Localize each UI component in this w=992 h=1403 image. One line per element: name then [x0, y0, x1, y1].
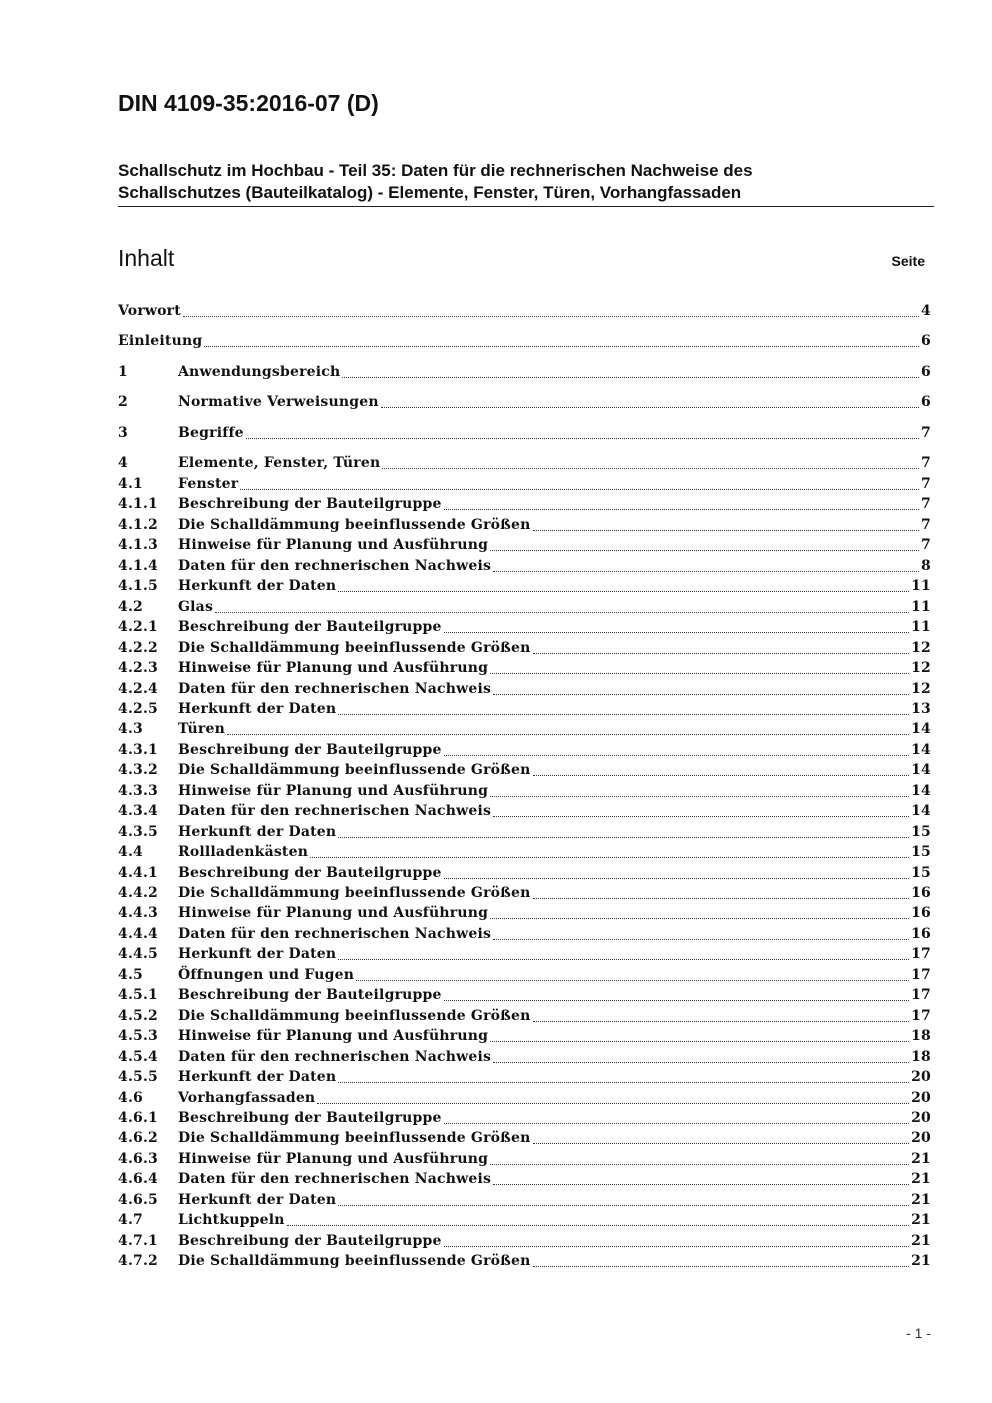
toc-entry-page: 21 — [911, 1171, 931, 1188]
toc-dot-leader — [444, 741, 910, 756]
toc-dot-leader — [183, 302, 919, 317]
toc-entry-page: 6 — [921, 333, 931, 349]
toc-entry-number: 4.6.5 — [118, 1191, 158, 1208]
toc-entry-page: 12 — [911, 639, 931, 656]
toc-entry-number: 4.2.2 — [118, 639, 158, 656]
toc-entry-page: 16 — [911, 905, 931, 922]
toc-entry-title: Hinweise für Planung und Ausführung — [178, 905, 489, 922]
toc-entry-title: Daten für den rechnerischen Nachweis — [178, 557, 492, 574]
toc-entry-number: 4.2.5 — [118, 700, 158, 717]
toc-entry-number: 4.7.1 — [118, 1232, 158, 1249]
toc-entry-title: Die Schalldämmung beeinflussende Größen — [178, 1130, 531, 1147]
toc-entry-page: 6 — [921, 394, 931, 410]
toc-entry[interactable] — [118, 925, 931, 944]
toc-entry-title: Normative Verweisungen — [178, 394, 379, 410]
toc-dot-leader — [533, 516, 920, 531]
toc-dot-leader — [444, 618, 910, 633]
toc-entry-page: 7 — [921, 455, 931, 471]
toc-dot-leader — [493, 1048, 909, 1063]
toc-entry[interactable] — [118, 741, 931, 760]
toc-dot-leader — [240, 475, 919, 490]
toc-entry-title: Hinweise für Planung und Ausführung — [178, 660, 489, 677]
toc-entry-number: 4.5.2 — [118, 1007, 158, 1024]
toc-entry-title: Hinweise für Planung und Ausführung — [178, 1028, 489, 1045]
toc-entry-number: 2 — [118, 394, 128, 410]
toc-entry-number: 4.2.4 — [118, 680, 158, 697]
toc-entry-number: 4.5.5 — [118, 1069, 158, 1086]
toc-entry[interactable] — [118, 1150, 931, 1169]
toc-entry-number: 4.6 — [118, 1089, 143, 1106]
toc-entry[interactable] — [118, 1170, 931, 1189]
toc-dot-leader — [490, 536, 919, 551]
toc-entry-number: 4.3 — [118, 721, 143, 738]
toc-dot-leader — [338, 577, 909, 592]
toc-dot-leader — [381, 393, 919, 408]
toc-entry-page: 17 — [911, 966, 931, 983]
toc-dot-leader — [533, 1007, 910, 1022]
toc-entry-page: 12 — [911, 680, 931, 697]
subtitle-line-1: Schallschutz im Hochbau - Teil 35: Daten für die rechnerischen Nachweise des — [118, 161, 753, 180]
toc-entry[interactable] — [118, 475, 931, 494]
toc-entry-title: Daten für den rechnerischen Nachweis — [178, 1171, 492, 1188]
toc-entry-number: 4.5 — [118, 966, 143, 983]
toc-entry[interactable] — [118, 1232, 931, 1251]
toc-entry-title: Herkunft der Daten — [178, 946, 337, 963]
toc-dot-leader — [493, 802, 909, 817]
toc-entry-number: 4.3.4 — [118, 803, 158, 820]
toc-dot-leader — [444, 495, 919, 510]
toc-entry-number: 4.6.2 — [118, 1130, 158, 1147]
toc-entry-number: 4.3.1 — [118, 741, 158, 758]
toc-dot-leader — [317, 1089, 909, 1104]
toc-entry-title: Öffnungen und Fugen — [178, 966, 355, 983]
toc-entry[interactable] — [118, 536, 931, 555]
toc-entry-title: Die Schalldämmung beeinflussende Größen — [178, 1253, 531, 1270]
toc-entry[interactable] — [118, 557, 931, 576]
toc-entry-title: Beschreibung der Bauteilgruppe — [178, 741, 442, 758]
toc-entry-title: Elemente, Fenster, Türen — [178, 455, 381, 471]
toc-entry-title: Hinweise für Planung und Ausführung — [178, 1150, 489, 1167]
toc-entry[interactable] — [118, 720, 931, 739]
toc-dot-leader — [338, 945, 909, 960]
toc-entry[interactable] — [118, 782, 931, 801]
toc-entry-number: 4.4.5 — [118, 946, 158, 963]
toc-dot-leader — [533, 639, 910, 654]
toc-entry[interactable] — [118, 843, 931, 862]
toc-entry-title: Rollladenkästen — [178, 844, 309, 861]
toc-entry-title: Die Schalldämmung beeinflussende Größen — [178, 762, 531, 779]
document-title: DIN 4109-35:2016-07 (D) — [118, 90, 379, 116]
toc-entry-title: Die Schalldämmung beeinflussende Größen — [178, 885, 531, 901]
toc-entry-title: Einleitung — [118, 333, 203, 349]
toc-entry-title: Begriffe — [178, 425, 244, 441]
toc-entry-number: 4.3.2 — [118, 762, 158, 779]
toc-entry-page: 20 — [911, 1089, 931, 1106]
toc-entry[interactable] — [118, 1109, 931, 1128]
toc-entry-page: 21 — [911, 1191, 931, 1208]
toc-entry-page: 6 — [921, 364, 931, 380]
toc-entry[interactable] — [118, 577, 931, 596]
toc-entry-page: 17 — [911, 946, 931, 963]
toc-entry-page: 14 — [911, 721, 931, 738]
toc-entry[interactable] — [118, 1129, 931, 1148]
toc-entry-number: 4.6.4 — [118, 1171, 158, 1188]
toc-entry-number: 4.7.2 — [118, 1253, 158, 1270]
toc-entry[interactable] — [118, 1211, 931, 1230]
toc-dot-leader — [533, 1252, 910, 1267]
toc-entry[interactable] — [118, 700, 931, 719]
toc-page-column-label: Seite — [891, 253, 925, 269]
toc-entry[interactable] — [118, 1068, 931, 1087]
toc-entry[interactable] — [118, 1027, 931, 1046]
toc-entry-title: Beschreibung der Bauteilgruppe — [178, 987, 442, 1004]
toc-dot-leader — [310, 843, 909, 858]
toc-entry-title: Die Schalldämmung beeinflussende Größen — [178, 639, 531, 656]
toc-entry-page: 15 — [911, 844, 931, 861]
toc-entry-number: 4.2.3 — [118, 660, 158, 677]
toc-entry-title: Hinweise für Planung und Ausführung — [178, 537, 489, 554]
toc-dot-leader — [338, 823, 909, 838]
toc-entry[interactable] — [118, 904, 931, 923]
toc-dot-leader — [533, 1129, 910, 1144]
toc-dot-leader — [533, 761, 910, 776]
toc-entry-title: Herkunft der Daten — [178, 1191, 337, 1208]
toc-entry-number: 4.5.3 — [118, 1028, 158, 1045]
toc-entry-number: 4.1 — [118, 476, 143, 492]
toc-entry-page: 15 — [911, 823, 931, 840]
toc-entry-number: 4.4.3 — [118, 905, 158, 922]
toc-entry[interactable] — [118, 598, 931, 617]
toc-entry-page: 7 — [921, 425, 931, 441]
toc-entry[interactable] — [118, 1089, 931, 1108]
toc-entry[interactable] — [118, 761, 931, 780]
toc-entry-title: Herkunft der Daten — [178, 578, 337, 595]
toc-entry-title: Anwendungsbereich — [178, 364, 341, 380]
toc-entry[interactable] — [118, 363, 931, 382]
toc-entry-page: 11 — [911, 598, 931, 615]
toc-entry-number: 4.4 — [118, 844, 143, 861]
toc-dot-leader — [490, 782, 909, 797]
toc-entry-page: 20 — [911, 1130, 931, 1147]
toc-dot-leader — [338, 1068, 909, 1083]
subtitle-rule — [118, 206, 934, 207]
toc-entry[interactable] — [118, 884, 931, 903]
toc-entry-number: 4.6.3 — [118, 1150, 158, 1167]
footer-page-number: - 1 - — [906, 1325, 931, 1341]
toc-entry-page: 7 — [921, 516, 931, 533]
toc-entry-page: 11 — [911, 578, 931, 595]
toc-entry[interactable] — [118, 823, 931, 842]
toc-dot-leader — [493, 680, 909, 695]
toc-entry[interactable] — [118, 659, 931, 678]
toc-entry-number: 4.1.3 — [118, 537, 158, 554]
toc-dot-leader — [444, 1109, 910, 1124]
toc-entry[interactable] — [118, 424, 931, 443]
toc-entry[interactable] — [118, 1252, 931, 1271]
toc-entry-number: 4.7 — [118, 1212, 143, 1229]
toc-dot-leader — [490, 1150, 909, 1165]
toc-entry-page: 12 — [911, 660, 931, 677]
toc-entry-number: 4.4.2 — [118, 885, 158, 901]
toc-dot-leader — [493, 925, 909, 940]
toc-entry-page: 16 — [911, 885, 931, 901]
toc-dot-leader — [215, 598, 909, 613]
toc-entry-page: 21 — [911, 1212, 931, 1229]
toc-entry-page: 15 — [911, 864, 931, 881]
toc-entry-number: 4.1.5 — [118, 578, 158, 595]
toc-entry-page: 11 — [911, 619, 931, 636]
toc-entry[interactable] — [118, 393, 931, 412]
toc-entry[interactable] — [118, 516, 931, 535]
toc-entry-page: 14 — [911, 762, 931, 779]
toc-entry-title: Beschreibung der Bauteilgruppe — [178, 1232, 442, 1249]
toc-dot-leader — [356, 966, 909, 981]
toc-entry[interactable] — [118, 454, 931, 473]
toc-entry-page: 17 — [911, 1007, 931, 1024]
toc-dot-leader — [338, 700, 909, 715]
toc-entry-title: Daten für den rechnerischen Nachweis — [178, 925, 492, 942]
toc-entry-page: 7 — [921, 476, 931, 492]
toc-dot-leader — [382, 454, 919, 469]
toc-entry-number: 4.3.3 — [118, 782, 158, 799]
toc-entry-number: 4.5.4 — [118, 1048, 158, 1065]
toc-entry-page: 14 — [911, 741, 931, 758]
toc-entry-title: Daten für den rechnerischen Nachweis — [178, 680, 492, 697]
toc-dot-leader — [490, 659, 909, 674]
toc-heading: Inhalt — [118, 245, 175, 271]
toc-dot-leader — [227, 720, 909, 735]
toc-entry[interactable] — [118, 639, 931, 658]
toc-dot-leader — [444, 986, 910, 1001]
toc-entry-title: Beschreibung der Bauteilgruppe — [178, 619, 442, 636]
toc-entry-number: 4 — [118, 455, 128, 471]
toc-entry-title: Beschreibung der Bauteilgruppe — [178, 1109, 442, 1126]
toc-dot-leader — [490, 904, 909, 919]
toc-entry-title: Fenster — [178, 476, 239, 492]
toc-entry-page: 8 — [921, 557, 931, 574]
toc-dot-leader — [338, 1191, 909, 1206]
toc-entry-page: 7 — [921, 496, 931, 513]
toc-entry[interactable] — [118, 864, 931, 883]
toc-entry-number: 4.4.1 — [118, 864, 158, 881]
toc-dot-leader — [342, 363, 919, 378]
toc-entry-number: 4.6.1 — [118, 1109, 158, 1126]
toc-entry-page: 20 — [911, 1069, 931, 1086]
toc-entry[interactable] — [118, 986, 931, 1005]
toc-entry-title: Türen — [178, 721, 225, 738]
toc-entry-number: 4.1.2 — [118, 516, 158, 533]
toc-entry[interactable] — [118, 966, 931, 985]
toc-entry-page: 18 — [911, 1048, 931, 1065]
toc-entry-title: Vorhangfassaden — [178, 1089, 316, 1106]
toc-entry-page: 16 — [911, 925, 931, 942]
toc-entry-title: Hinweise für Planung und Ausführung — [178, 782, 489, 799]
toc-entry[interactable] — [118, 945, 931, 964]
toc-entry[interactable] — [118, 332, 931, 351]
toc-entry-number: 4.2 — [118, 598, 143, 615]
toc-dot-leader — [444, 1232, 910, 1247]
toc-entry[interactable] — [118, 802, 931, 821]
toc-dot-leader — [493, 557, 919, 572]
toc-entry-number: 4.1.1 — [118, 496, 158, 513]
toc-entry-number: 4.2.1 — [118, 619, 158, 636]
toc-entry-page: 17 — [911, 987, 931, 1004]
toc-entry-title: Lichtkuppeln — [178, 1212, 285, 1229]
document-subtitle — [118, 160, 933, 204]
toc-entry[interactable] — [118, 1191, 931, 1210]
toc-entry-title: Die Schalldämmung beeinflussende Größen — [178, 516, 531, 533]
toc-entry[interactable] — [118, 1048, 931, 1067]
toc-entry-number: 4.1.4 — [118, 557, 158, 574]
toc-entry-page: 14 — [911, 782, 931, 799]
toc-entry-title: Herkunft der Daten — [178, 700, 337, 717]
toc-entry-title: Beschreibung der Bauteilgruppe — [178, 496, 442, 513]
toc-entry-page: 21 — [911, 1253, 931, 1270]
toc-entry[interactable] — [118, 1007, 931, 1026]
toc-dot-leader — [246, 424, 919, 439]
toc-entry[interactable] — [118, 680, 931, 699]
toc-entry[interactable] — [118, 495, 931, 514]
toc-entry-title: Glas — [178, 598, 214, 615]
toc-entry-number: 4.4.4 — [118, 925, 158, 942]
toc-entry-title: Herkunft der Daten — [178, 823, 337, 840]
toc-entry-page: 13 — [911, 700, 931, 717]
toc-entry[interactable] — [118, 302, 931, 321]
toc-entry-number: 3 — [118, 425, 128, 441]
toc-entry-number: 4.5.1 — [118, 987, 158, 1004]
toc-entry-page: 20 — [911, 1109, 931, 1126]
toc-entry-page: 21 — [911, 1150, 931, 1167]
toc-dot-leader — [490, 1027, 909, 1042]
toc-entry[interactable] — [118, 618, 931, 637]
toc-entry-title: Daten für den rechnerischen Nachweis — [178, 1048, 492, 1065]
toc-entry-page: 21 — [911, 1232, 931, 1249]
toc-entry-number: 4.3.5 — [118, 823, 158, 840]
toc-dot-leader — [444, 864, 910, 879]
toc-entry-number: 1 — [118, 364, 128, 380]
toc-entry-title: Herkunft der Daten — [178, 1069, 337, 1086]
toc-dot-leader — [493, 1170, 909, 1185]
toc-entry-title: Die Schalldämmung beeinflussende Größen — [178, 1007, 531, 1024]
toc-entry-title: Beschreibung der Bauteilgruppe — [178, 864, 442, 881]
subtitle-line-2: Schallschutzes (Bauteilkatalog) - Elemente, Fenster, Türen, Vorhangfassaden — [118, 183, 742, 202]
toc-dot-leader — [204, 332, 919, 347]
toc-dot-leader — [287, 1211, 910, 1226]
toc-entry-title: Vorwort — [118, 303, 181, 319]
toc-entry-page: 7 — [921, 537, 931, 554]
toc-entry-title: Daten für den rechnerischen Nachweis — [178, 803, 492, 820]
toc-dot-leader — [533, 884, 910, 899]
toc-entry-page: 4 — [921, 303, 931, 319]
toc-entry-page: 14 — [911, 803, 931, 820]
toc-entry-page: 18 — [911, 1028, 931, 1045]
